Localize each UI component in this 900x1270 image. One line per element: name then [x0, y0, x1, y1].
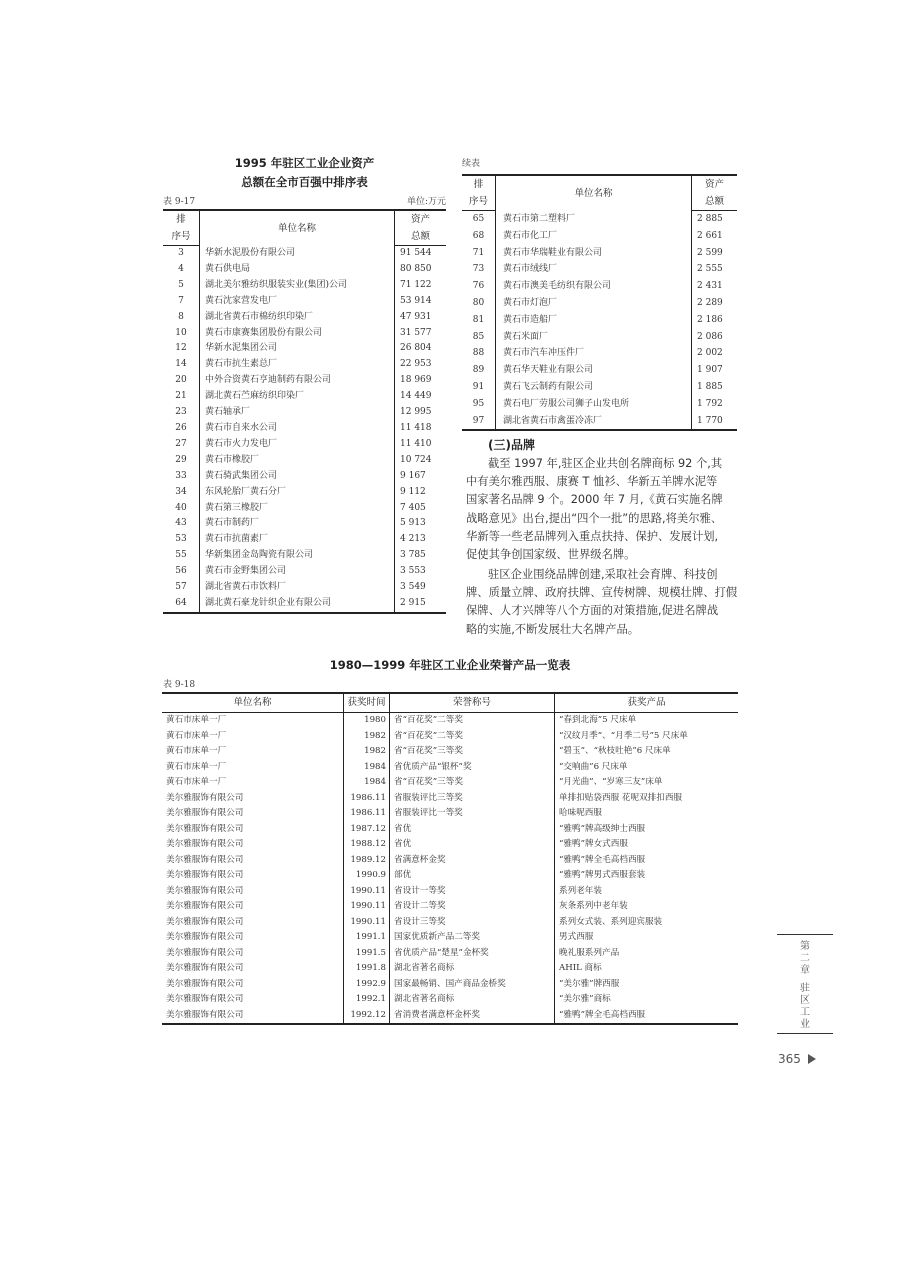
table-row	[162, 744, 738, 760]
paragraph-line: 中有美尔雅西服、康赛 T 恤衫、华新五羊牌水泥等	[466, 475, 718, 489]
rank-cell: 27	[163, 437, 200, 453]
assets-cell: 7 405	[400, 502, 426, 513]
rank-cell: 12	[163, 341, 200, 357]
company-cell: 黄石市床单一厂	[162, 760, 344, 776]
header-assets-2: 总额	[395, 228, 447, 246]
assets-cell: 9 112	[400, 486, 426, 497]
table-row	[162, 868, 738, 884]
company-cell: 黄石市床单一厂	[162, 729, 344, 745]
header-assets-1: 资产	[704, 179, 724, 190]
table-row	[163, 516, 446, 532]
product-cell: “美尔雅”牌西服	[559, 978, 620, 989]
table1-label: 表 9-17	[163, 197, 196, 207]
name-cell: 黄石华天鞋业有限公司	[496, 362, 692, 379]
rank-cell: 40	[163, 501, 200, 517]
name-cell: 黄石供电局	[200, 262, 395, 278]
table-row	[163, 532, 446, 548]
table-row	[162, 760, 738, 776]
chapter-label	[799, 941, 811, 977]
table-row	[162, 961, 738, 977]
assets-cell: 2 885	[697, 214, 723, 224]
name-cell: 黄石市自来水公司	[200, 421, 395, 437]
table-row	[163, 580, 446, 596]
header-time: 获奖时间	[344, 693, 390, 713]
table-row	[163, 596, 446, 613]
time-cell: 1991.1	[344, 930, 390, 946]
table-row	[462, 312, 737, 329]
table-row	[163, 453, 446, 469]
assets-cell: 2 599	[697, 247, 723, 258]
product-cell: 系列女式装、系列迎宾服装	[559, 916, 663, 927]
table2-label: 续表	[462, 159, 481, 169]
assets-cell: 11 418	[400, 422, 432, 433]
header-name: 单位名称	[200, 210, 395, 246]
side-tab-char: 驻	[800, 983, 810, 994]
time-cell: 1990.11	[344, 884, 390, 900]
honor-cell: 国家优质新产品二等奖	[390, 930, 555, 946]
header-rank-2: 序号	[462, 193, 496, 211]
table-row	[163, 469, 446, 485]
name-cell: 黄石市造船厂	[496, 312, 692, 329]
table-row	[162, 977, 738, 993]
table3-label: 表 9-18	[163, 680, 196, 690]
section-label	[799, 983, 811, 1031]
name-cell: 黄石轴承厂	[200, 405, 395, 421]
rank-cell: 23	[163, 405, 200, 421]
name-cell: 黄石飞云制药有限公司	[496, 379, 692, 396]
time-cell: 1984	[344, 760, 390, 776]
table1-unit: 单位:万元	[406, 197, 446, 207]
name-cell: 黄石电厂劳服公司狮子山发电所	[496, 396, 692, 413]
name-cell: 黄石市康赛集团股份有限公司	[200, 326, 395, 342]
assets-cell: 12 995	[400, 407, 432, 418]
product-cell: “雅鸭”牌全毛高档西服	[559, 854, 646, 865]
assets-cell: 1 770	[697, 415, 723, 426]
honor-cell: 省“百花奖”二等奖	[390, 729, 555, 745]
table-row	[163, 357, 446, 373]
honor-cell: 省优	[390, 822, 555, 838]
side-tab-char: 第	[800, 941, 810, 952]
assets-cell: 2 555	[697, 264, 723, 275]
table-row	[462, 211, 737, 228]
header-assets-1: 资产	[410, 214, 430, 225]
rank-cell: 81	[462, 312, 496, 329]
table-row	[163, 326, 446, 342]
product-cell: “雅鸭”牌高级绅士西服	[559, 823, 646, 834]
time-cell: 1980	[344, 713, 390, 729]
section-heading: (三)品牌	[488, 438, 535, 452]
product-cell: “汉纹月季”、“月季二号”5 尺床单	[559, 730, 688, 741]
table-row	[462, 261, 737, 278]
section-paragraph-1	[466, 455, 738, 564]
table-row	[163, 373, 446, 389]
product-cell: 哈味呢西服	[559, 808, 602, 818]
name-cell: 黄石市化工厂	[496, 228, 692, 245]
assets-cell: 1 792	[697, 398, 723, 409]
chapter-side-tab	[777, 934, 833, 1034]
time-cell: 1986.11	[344, 791, 390, 807]
header-rank-2: 序号	[163, 228, 200, 246]
header-product: 获奖产品	[555, 693, 739, 713]
table-row	[163, 246, 446, 262]
honor-cell: 省服装评比一等奖	[390, 806, 555, 822]
company-cell: 美尔雅服饰有限公司	[162, 946, 344, 962]
rank-cell: 7	[163, 294, 200, 310]
paragraph-line: 牌、质量立牌、政府扶牌、宣传树牌、规模壮牌、打假	[466, 586, 738, 600]
rank-cell: 34	[163, 485, 200, 501]
rank-cell: 20	[163, 373, 200, 389]
table-row	[163, 294, 446, 310]
rank-cell: 33	[163, 469, 200, 485]
table3-title: 1980—1999 年驻区工业企业荣誉产品一览表	[329, 658, 571, 672]
time-cell: 1991.8	[344, 961, 390, 977]
honor-cell: 省设计二等奖	[390, 899, 555, 915]
rank-cell: 65	[462, 211, 496, 228]
honor-cell: 省满意杯金奖	[390, 853, 555, 869]
name-cell: 湖北省黄石市饮料厂	[200, 580, 395, 596]
time-cell: 1990.11	[344, 899, 390, 915]
name-cell: 黄石市橡胶厂	[200, 453, 395, 469]
rank-cell: 71	[462, 245, 496, 262]
page-number: 365	[778, 1052, 801, 1066]
assets-cell: 91 544	[400, 248, 432, 258]
assets-cell: 47 931	[400, 311, 432, 322]
header-name: 单位名称	[162, 693, 344, 713]
table1	[163, 209, 446, 614]
side-tab-char: 章	[800, 965, 810, 976]
table-row	[462, 362, 737, 379]
rank-cell: 10	[163, 326, 200, 342]
time-cell: 1990.11	[344, 915, 390, 931]
table-row	[163, 262, 446, 278]
time-cell: 1987.12	[344, 822, 390, 838]
rank-cell: 64	[163, 596, 200, 613]
header-name: 单位名称	[496, 175, 692, 211]
honor-cell: 湖北省著名商标	[390, 961, 555, 977]
rank-cell: 4	[163, 262, 200, 278]
table-row	[162, 884, 738, 900]
paragraph-line: 战略意见》出台,提出“四个一批”的思路,将美尔雅、	[466, 511, 723, 525]
honor-cell: 省“百花奖”三等奖	[390, 744, 555, 760]
rank-cell: 89	[462, 362, 496, 379]
product-cell: “月光曲”、“岁寒三友”床单	[559, 777, 663, 787]
table-row	[163, 421, 446, 437]
table-row	[162, 775, 738, 791]
rank-cell: 43	[163, 516, 200, 532]
table-row	[163, 389, 446, 405]
side-tab-char: 区	[800, 995, 810, 1006]
name-cell: 黄石市抗菌素厂	[200, 532, 395, 548]
honor-cell: 部优	[390, 868, 555, 884]
rank-cell: 80	[462, 295, 496, 312]
name-cell: 黄石米面厂	[496, 329, 692, 346]
time-cell: 1992.9	[344, 977, 390, 993]
assets-cell: 26 804	[400, 343, 432, 354]
table-row	[163, 310, 446, 326]
honor-cell: 省设计一等奖	[390, 884, 555, 900]
time-cell: 1992.1	[344, 992, 390, 1008]
table-row	[163, 564, 446, 580]
product-cell: AHIL 商标	[559, 963, 602, 973]
company-cell: 美尔雅服饰有限公司	[162, 961, 344, 977]
time-cell: 1990.9	[344, 868, 390, 884]
assets-cell: 2 289	[697, 297, 723, 308]
name-cell: 湖北美尔雅纺织服装实业(集团)公司	[200, 278, 395, 294]
product-cell: “春到北海”5 尺床单	[559, 715, 637, 725]
table-row	[163, 278, 446, 294]
time-cell: 1989.12	[344, 853, 390, 869]
product-cell: 单排扣贴袋西服 花呢双排扣西服	[559, 792, 683, 803]
rank-cell: 88	[462, 345, 496, 362]
assets-cell: 31 577	[400, 327, 432, 338]
company-cell: 黄石市床单一厂	[162, 744, 344, 760]
name-cell: 中外合资黄石亨迪制药有限公司	[200, 373, 395, 389]
assets-cell: 2 431	[697, 281, 723, 292]
name-cell: 湖北省黄石市禽蛋冷冻厂	[496, 413, 692, 431]
honor-cell: 省服装评比三等奖	[390, 791, 555, 807]
assets-cell: 2 661	[697, 230, 723, 241]
product-cell: “雅鸭”牌全毛高档西服	[559, 1009, 646, 1020]
company-cell: 美尔雅服饰有限公司	[162, 915, 344, 931]
honor-cell: 省设计三等奖	[390, 915, 555, 931]
assets-cell: 53 914	[400, 295, 432, 306]
name-cell: 黄石市汽车冲压件厂	[496, 345, 692, 362]
product-cell: 男式西服	[559, 932, 594, 942]
rank-cell: 95	[462, 396, 496, 413]
name-cell: 华新水泥集团公司	[200, 341, 395, 357]
table-row	[163, 437, 446, 453]
page-number-area	[778, 1052, 816, 1066]
rank-cell: 91	[462, 379, 496, 396]
table-row	[462, 245, 737, 262]
assets-cell: 2 186	[697, 314, 723, 325]
assets-cell: 9 167	[400, 470, 426, 481]
company-cell: 美尔雅服饰有限公司	[162, 837, 344, 853]
rank-cell: 97	[462, 413, 496, 431]
paragraph-line: 略的实施,不断发展壮大名牌产品。	[466, 622, 640, 636]
time-cell: 1982	[344, 744, 390, 760]
name-cell: 黄石市第二塑料厂	[496, 211, 692, 228]
name-cell: 黄石第三橡胶厂	[200, 501, 395, 517]
table-row	[163, 341, 446, 357]
honor-cell: 省“百花奖”三等奖	[390, 775, 555, 791]
side-tab-char: 业	[800, 1019, 810, 1030]
assets-cell: 2 086	[697, 331, 723, 342]
table-row	[462, 295, 737, 312]
rank-cell: 26	[163, 421, 200, 437]
company-cell: 美尔雅服饰有限公司	[162, 853, 344, 869]
name-cell: 黄石沈家营发电厂	[200, 294, 395, 310]
name-cell: 湖北黄石苎麻纺织印染厂	[200, 389, 395, 405]
side-tab-char: 二	[800, 953, 810, 964]
honor-cell: 省“百花奖”二等奖	[390, 713, 555, 729]
rank-cell: 76	[462, 278, 496, 295]
name-cell: 华新集团金岛陶瓷有限公司	[200, 548, 395, 564]
header-assets-2: 总额	[692, 193, 738, 211]
honor-cell: 省优	[390, 837, 555, 853]
assets-cell: 5 913	[400, 518, 426, 529]
assets-cell: 71 122	[400, 279, 432, 290]
header-rank-1: 排	[462, 175, 496, 193]
triangle-right-icon	[808, 1054, 816, 1064]
assets-cell: 1 907	[697, 365, 723, 376]
product-cell: “碧玉”、“秋枝吐艳”6 尺床单	[559, 746, 671, 756]
product-cell: 系列老年装	[559, 885, 602, 896]
name-cell: 黄石市抗生素总厂	[200, 357, 395, 373]
header-rank-1: 排	[163, 210, 200, 228]
name-cell: 黄石市灯泡厂	[496, 295, 692, 312]
name-cell: 黄石市澳美毛纺织有限公司	[496, 278, 692, 295]
time-cell: 1984	[344, 775, 390, 791]
assets-cell: 4 213	[400, 534, 426, 545]
product-cell: “美尔雅”商标	[559, 994, 611, 1004]
table-row	[462, 413, 737, 431]
table3	[162, 692, 738, 1025]
rank-cell: 55	[163, 548, 200, 564]
assets-cell: 3 553	[400, 566, 426, 577]
table-row	[162, 899, 738, 915]
name-cell: 东风轮胎厂黄石分厂	[200, 485, 395, 501]
honor-cell: 省优质产品“银杯”奖	[390, 760, 555, 776]
table2	[462, 174, 737, 431]
company-cell: 美尔雅服饰有限公司	[162, 992, 344, 1008]
company-cell: 美尔雅服饰有限公司	[162, 899, 344, 915]
time-cell: 1988.12	[344, 837, 390, 853]
table-row	[163, 548, 446, 564]
side-tab-char: 工	[800, 1007, 810, 1018]
paragraph-line: 保牌、人才兴牌等八个方面的对策措施,促进名牌战	[466, 604, 719, 618]
honor-cell: 省优质产品“楚星”金杯奖	[390, 946, 555, 962]
rank-cell: 68	[462, 228, 496, 245]
table-row	[162, 946, 738, 962]
paragraph-line: 华新等一些老品牌列入重点扶持、保护、发展计划,	[466, 529, 719, 543]
table-row	[162, 853, 738, 869]
company-cell: 美尔雅服饰有限公司	[162, 868, 344, 884]
paragraph-line: 国家著名品牌 9 个。2000 年 7 月,《黄石实施名牌	[466, 493, 723, 507]
table1-title-line1: 1995 年驻区工业企业资产	[234, 156, 375, 170]
company-cell: 美尔雅服饰有限公司	[162, 1008, 344, 1025]
company-cell: 美尔雅服饰有限公司	[162, 930, 344, 946]
time-cell: 1982	[344, 729, 390, 745]
table-row	[462, 228, 737, 245]
rank-cell: 85	[462, 329, 496, 346]
table-row	[162, 837, 738, 853]
assets-cell: 11 410	[400, 438, 432, 449]
name-cell: 黄石市火力发电厂	[200, 437, 395, 453]
table-row	[462, 329, 737, 346]
product-cell: “雅鸭”牌女式西服	[559, 839, 628, 849]
honor-cell: 省消费者满意杯金杯奖	[390, 1008, 555, 1025]
rank-cell: 57	[163, 580, 200, 596]
company-cell: 美尔雅服饰有限公司	[162, 884, 344, 900]
company-cell: 美尔雅服饰有限公司	[162, 806, 344, 822]
assets-cell: 2 002	[697, 348, 723, 359]
rank-cell: 14	[163, 357, 200, 373]
name-cell: 黄石市金野集团公司	[200, 564, 395, 580]
name-cell: 湖北省黄石市棉纺织印染厂	[200, 310, 395, 326]
time-cell: 1992.12	[344, 1008, 390, 1025]
assets-cell: 80 850	[400, 263, 432, 274]
paragraph-line: 促使其争创国家级、世界级名牌。	[466, 548, 636, 562]
honor-cell: 国家最畅销、国产商品金桥奖	[390, 977, 555, 993]
company-cell: 黄石市床单一厂	[162, 775, 344, 791]
table-row	[162, 713, 738, 729]
company-cell: 美尔雅服饰有限公司	[162, 822, 344, 838]
name-cell: 湖北黄石豪龙针织企业有限公司	[200, 596, 395, 613]
rank-cell: 21	[163, 389, 200, 405]
assets-cell: 22 953	[400, 359, 432, 370]
paragraph-line: 截至 1997 年,驻区企业共创名牌商标 92 个,其	[488, 457, 723, 470]
name-cell: 黄石市制药厂	[200, 516, 395, 532]
section-paragraph-2	[466, 566, 738, 639]
rank-cell: 53	[163, 532, 200, 548]
table-row	[162, 915, 738, 931]
name-cell: 黄石市绒线厂	[496, 261, 692, 278]
product-cell: 晚礼服系列产品	[559, 947, 620, 958]
table-row	[462, 396, 737, 413]
product-cell: 灰条系列中老年装	[559, 901, 628, 911]
name-cell: 黄石市华瑞鞋业有限公司	[496, 245, 692, 262]
table-row	[462, 379, 737, 396]
table-row	[163, 501, 446, 517]
rank-cell: 3	[163, 246, 200, 262]
table-row	[162, 992, 738, 1008]
header-honor: 荣誉称号	[390, 693, 555, 713]
name-cell: 黄石骑武集团公司	[200, 469, 395, 485]
assets-cell: 3 785	[400, 550, 426, 561]
assets-cell: 1 885	[697, 381, 723, 392]
assets-cell: 10 724	[400, 454, 432, 465]
assets-cell: 14 449	[400, 391, 432, 402]
company-cell: 美尔雅服饰有限公司	[162, 977, 344, 993]
assets-cell: 3 549	[400, 582, 426, 593]
rank-cell: 5	[163, 278, 200, 294]
table-row	[162, 791, 738, 807]
table-row	[162, 806, 738, 822]
assets-cell: 18 969	[400, 375, 432, 386]
table-row	[162, 822, 738, 838]
company-cell: 黄石市床单一厂	[162, 713, 344, 729]
time-cell: 1991.5	[344, 946, 390, 962]
assets-cell: 2 915	[400, 597, 426, 608]
paragraph-line: 驻区企业围绕品牌创建,采取社会育牌、科技创	[488, 568, 718, 581]
company-cell: 美尔雅服饰有限公司	[162, 791, 344, 807]
table-row	[462, 345, 737, 362]
table1-title-line2: 总额在全市百强中排序表	[241, 175, 368, 189]
table-row	[162, 1008, 738, 1025]
product-cell: “雅鸭”牌男式西服套装	[559, 870, 646, 880]
rank-cell: 8	[163, 310, 200, 326]
rank-cell: 29	[163, 453, 200, 469]
rank-cell: 73	[462, 261, 496, 278]
table-row	[462, 278, 737, 295]
table-row	[163, 405, 446, 421]
table-row	[162, 930, 738, 946]
table-row	[162, 729, 738, 745]
product-cell: “交响曲”6 尺床单	[559, 761, 628, 772]
time-cell: 1986.11	[344, 806, 390, 822]
rank-cell: 56	[163, 564, 200, 580]
name-cell: 华新水泥股份有限公司	[200, 246, 395, 262]
honor-cell: 湖北省著名商标	[390, 992, 555, 1008]
table-row	[163, 485, 446, 501]
